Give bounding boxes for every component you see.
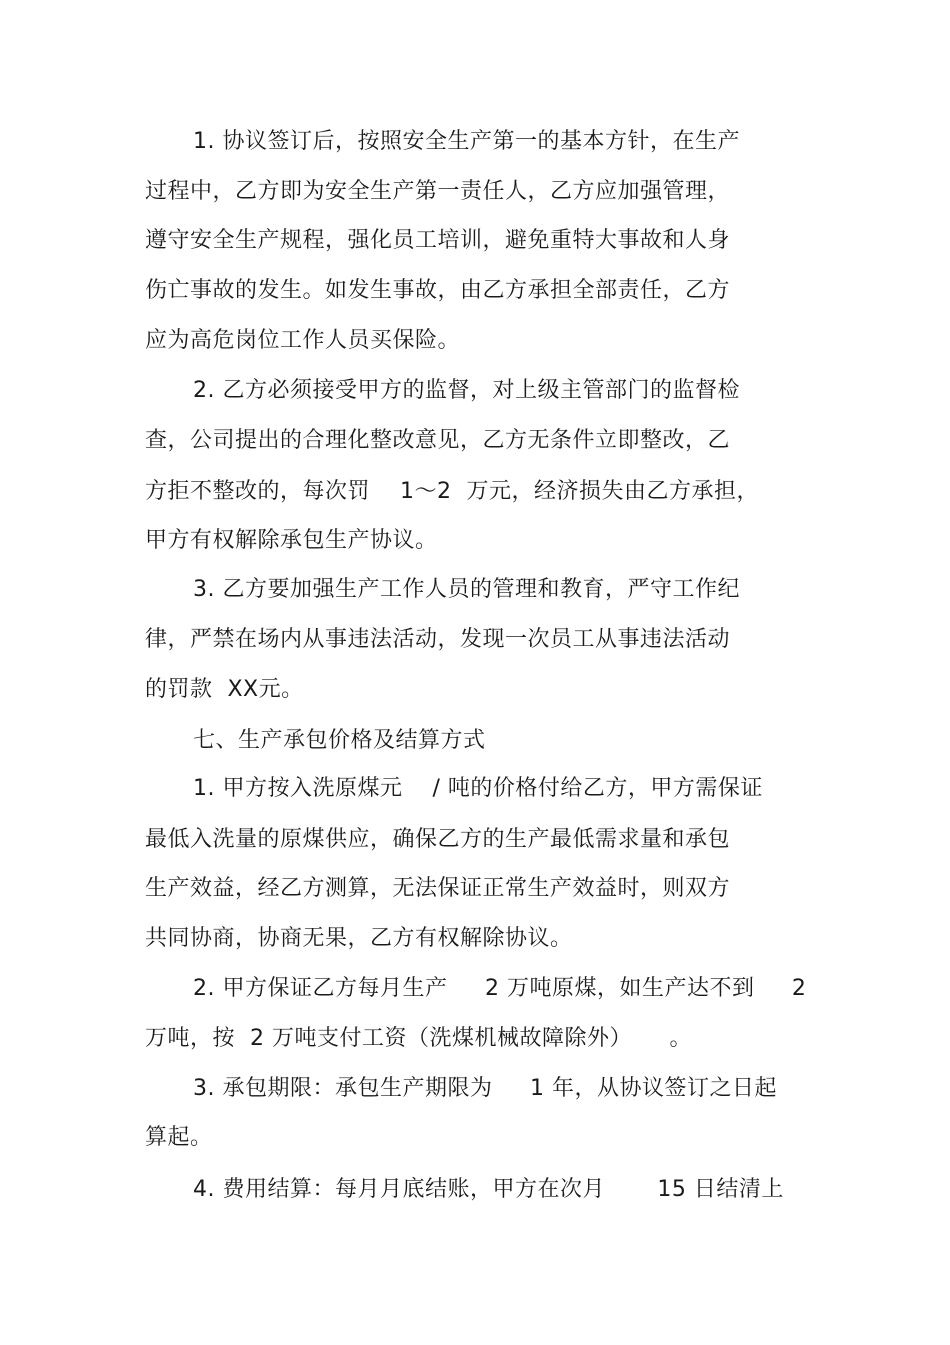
text-line: 方拒不整改的，每次罚 1～2 万元，经济损失由乙方承担， xyxy=(145,479,759,504)
section-heading: 七、生产承包价格及结算方式 xyxy=(193,728,486,753)
text-line: 查，公司提出的合理化整改意见，乙方无条件立即整改，乙 xyxy=(145,428,731,453)
text-line: 伤亡事故的发生。如发生事故，由乙方承担全部责任，乙方 xyxy=(145,278,731,303)
text-line: 生产效益，经乙方测算，无法保证正常生产效益时，则双方 xyxy=(145,876,731,901)
text-line: 遵守安全生产规程，强化员工培训，避免重特大事故和人身 xyxy=(145,228,731,253)
text-line: 甲方有权解除承包生产协议。 xyxy=(145,528,438,553)
text-line: 2. 甲方保证乙方每月生产 2 万吨原煤，如生产达不到 2 xyxy=(193,976,807,1001)
text-line: 应为高危岗位工作人员买保险。 xyxy=(145,328,461,353)
text-line: 万吨，按 2 万吨支付工资（洗煤机械故障除外） 。 xyxy=(145,1026,692,1051)
text-line: 1. 协议签订后，按照安全生产第一的基本方针，在生产 xyxy=(193,129,740,154)
text-line: 3. 乙方要加强生产工作人员的管理和教育，严守工作纪 xyxy=(193,577,740,602)
text-line: 共同协商，协商无果，乙方有权解除协议。 xyxy=(145,926,573,951)
text-line: 1. 甲方按入洗原煤元 / 吨的价格付给乙方，甲方需保证 xyxy=(193,776,763,801)
text-line: 的罚款 XX元。 xyxy=(145,677,304,702)
text-line: 过程中，乙方即为安全生产第一责任人，乙方应加强管理， xyxy=(145,179,731,204)
text-line: 律，严禁在场内从事违法活动，发现一次员工从事违法活动 xyxy=(145,627,731,652)
text-line: 算起。 xyxy=(145,1125,213,1150)
text-line: 2. 乙方必须接受甲方的监督，对上级主管部门的监督检 xyxy=(193,378,740,403)
text-line: 3. 承包期限：承包生产期限为 1 年，从协议签订之日起 xyxy=(193,1076,777,1101)
text-line: 4. 费用结算：每月月底结账，甲方在次月 15 日结清上 xyxy=(193,1177,784,1202)
text-line: 最低入洗量的原煤供应，确保乙方的生产最低需求量和承包 xyxy=(145,827,731,852)
